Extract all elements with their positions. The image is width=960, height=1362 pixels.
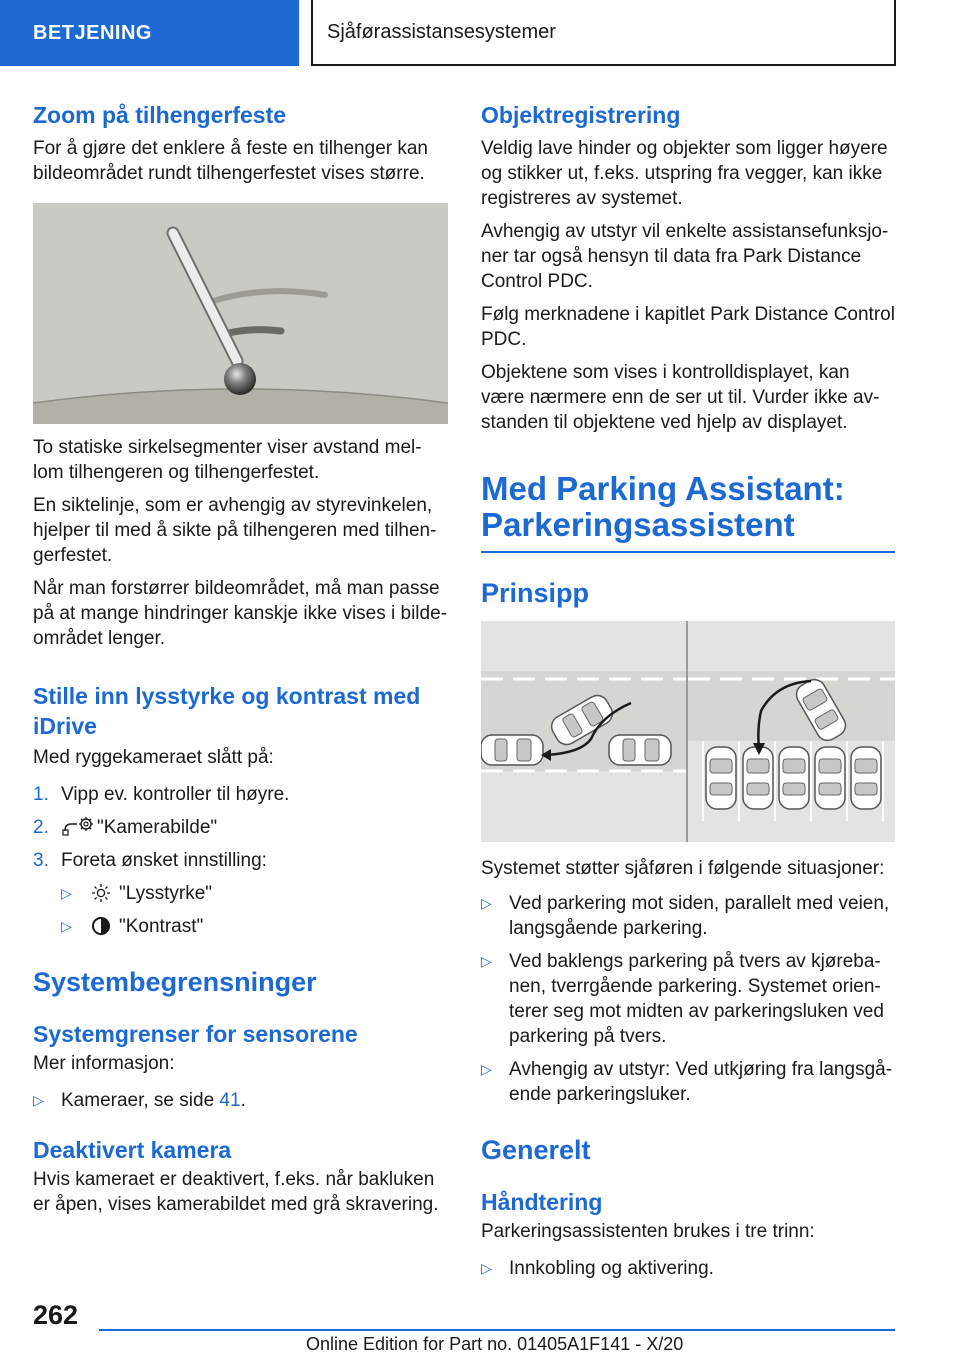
sensors-item-text: Kameraer, se side (61, 1090, 220, 1111)
step-item (33, 815, 448, 840)
zoom-paragraph-1: To statiske sirkelsegmenter viser avstand mel-lom tilhengeren og tilhengerfestet. (33, 437, 422, 483)
right-column (481, 100, 895, 1289)
principle-item: Ved baklengs parkering på tvers av kjøreba-nen, tverrgående parkering. Systemet orien-terer seg mot midten av parkeringsluken ved parkering på tvers. (509, 951, 884, 1047)
principle-heading: Prinsipp (481, 578, 590, 608)
hitch-zoom-figure (33, 203, 448, 424)
brightness-intro: Med ryggekameraet slått på: (33, 747, 274, 768)
zoom-heading: Zoom på tilhengerfeste (33, 102, 287, 128)
left-column (33, 100, 448, 1225)
parking-principle-figure (481, 621, 895, 842)
parking-principle-illustration (481, 621, 895, 842)
handling-item: Innkobling og aktivering. (509, 1258, 714, 1279)
triangle-right-icon: ▷ (33, 1092, 44, 1108)
object-paragraph-4: Objektene som vises i kontrolldisplayet, kan være nærmere enn de ser ut til. Vurder ikke av-standen til objektene ved hjelp av displayet. (481, 362, 880, 433)
triangle-right-icon: ▷ (61, 918, 72, 934)
triangle-right-icon: ▷ (481, 953, 492, 969)
section-title: BETJENING (33, 21, 152, 44)
sensors-intro: Mer informasjon: (33, 1053, 175, 1074)
sensors-item-end: . (240, 1090, 246, 1111)
object-heading: Objektregistrering (481, 102, 681, 128)
step-text: Foreta ønsket innstilling: (61, 850, 267, 871)
object-paragraph-3: Følg merknadene i kapitlet Park Distance Control PDC. (481, 304, 895, 350)
triangle-right-icon: ▷ (481, 895, 492, 911)
camera-gear-icon (61, 815, 97, 840)
chapter-title: Sjåførassistansesystemer (327, 20, 556, 43)
zoom-intro: For å gjøre det enklere å feste en tilhenger kan bildeområdet rundt tilhengerfestet vises større. (33, 138, 429, 184)
list-item (481, 1256, 895, 1281)
page-link[interactable]: 41 (219, 1090, 241, 1111)
step-number: 2. (33, 817, 49, 838)
principle-item: Ved parkering mot siden, parallelt med veien, langsgående parkering. (509, 893, 890, 939)
general-heading: Generelt (481, 1135, 591, 1165)
footer-rule (99, 1329, 895, 1331)
section-tab (0, 0, 299, 66)
principle-intro: Systemet støtter sjåføren i følgende situasjoner: (481, 858, 885, 879)
step-item (33, 848, 448, 873)
object-paragraph-1: Veldig lave hinder og objekter som ligger høyere og stikker ut, f.eks. utspring fra vegger, kan ikke registreres av systemet. (481, 138, 888, 209)
sun-icon (89, 881, 119, 906)
principle-list (481, 891, 895, 1107)
triangle-right-icon: ▷ (61, 885, 72, 901)
step-text: "Kamerabilde" (97, 817, 218, 838)
step-text: Vipp ev. kontroller til høyre. (61, 784, 290, 805)
list-item (481, 891, 895, 941)
hitch-zoom-illustration (33, 203, 448, 424)
chapter-tab (311, 0, 896, 66)
handling-list (481, 1256, 895, 1281)
deactivated-text: Hvis kameraet er deaktivert, f.eks. når bakluken er åpen, vises kamerabildet med grå skravering. (33, 1169, 439, 1215)
setting-contrast: "Kontrast" (119, 916, 204, 937)
step-item (33, 782, 448, 807)
setting-options (61, 881, 448, 939)
brightness-heading: Stille inn lysstyrke og kontrast med iDrive (33, 683, 421, 739)
setting-brightness: "Lysstyrke" (119, 883, 213, 904)
triangle-right-icon: ▷ (481, 1061, 492, 1077)
heading-rule (481, 551, 895, 553)
footer-edition: Online Edition for Part no. 01405A1F141 - X/20 (306, 1334, 684, 1354)
list-item (61, 914, 448, 939)
brightness-steps (33, 782, 448, 873)
list-item (481, 949, 895, 1049)
contrast-icon (89, 914, 119, 939)
page-number: 262 (33, 1300, 79, 1330)
step-number: 1. (33, 784, 49, 805)
principle-item: Avhengig av utstyr: Ved utkjøring fra langsgå-ende parkeringsluker. (509, 1059, 893, 1105)
triangle-right-icon: ▷ (481, 1260, 492, 1276)
limits-heading: Systembegrensninger (33, 967, 317, 997)
sensors-heading: Systemgrenser for sensorene (33, 1021, 358, 1047)
zoom-paragraph-3: Når man forstørrer bildeområdet, må man passe på at mange hindringer kanskje ikke vises i bilde-området lenger. (33, 578, 447, 649)
zoom-paragraph-2: En siktelinje, som er avhengig av styrevinkelen, hjelper til med å sikte på tilhengeren med tilhen-gerfestet. (33, 495, 437, 566)
list-item (33, 1088, 448, 1113)
list-item (481, 1057, 895, 1107)
handling-intro: Parkeringsassistenten brukes i tre trinn: (481, 1221, 815, 1242)
deactivated-heading: Deaktivert kamera (33, 1137, 232, 1163)
sensors-list (33, 1088, 448, 1113)
object-paragraph-2: Avhengig av utstyr vil enkelte assistansefunksjo-ner tar også hensyn til data fra Park Distance Control PDC. (481, 221, 889, 292)
handling-heading: Håndtering (481, 1189, 603, 1215)
parking-assistant-heading: Med Parking Assistant: Parkeringsassistent (481, 470, 845, 543)
step-number: 3. (33, 850, 49, 871)
list-item (61, 881, 448, 906)
